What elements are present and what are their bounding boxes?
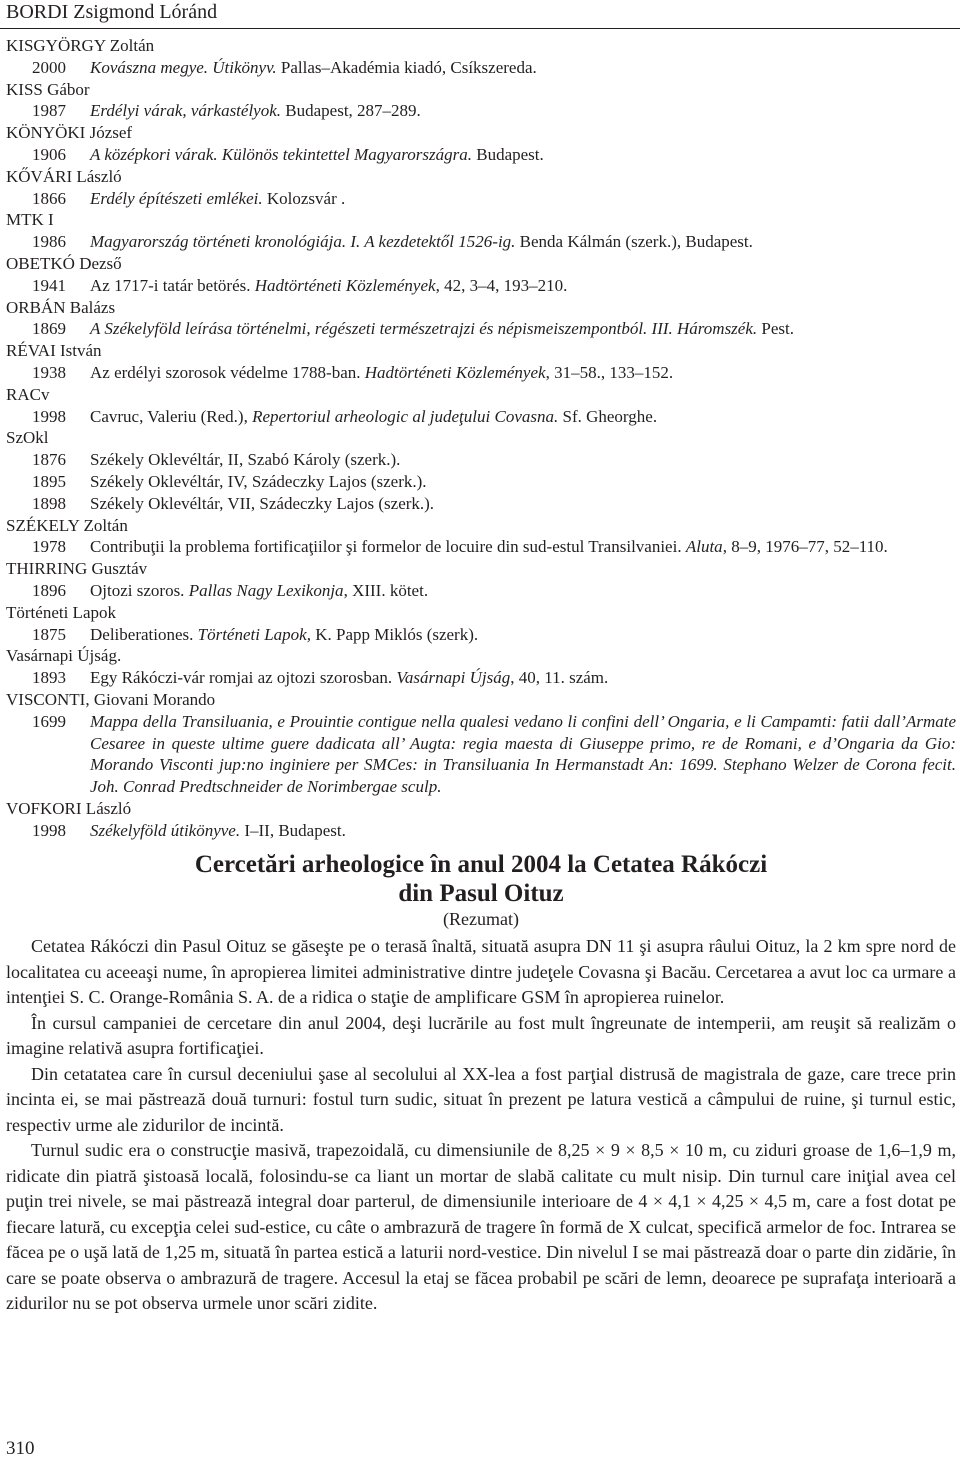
- reference-title-italic: Hadtörténeti Közlemények: [364, 362, 546, 382]
- reference-text-part: , 31–58., 133–152.: [545, 362, 674, 382]
- running-head: BORDI Zsigmond Lóránd: [6, 1, 218, 23]
- reference-text: [90, 362, 956, 384]
- reference-year: 1998: [32, 820, 66, 840]
- reference-text: [90, 318, 956, 340]
- reference-text-part: Pest.: [757, 319, 794, 339]
- reference-text-part: Benda Kálmán (szerk.), Budapest.: [515, 232, 753, 252]
- reference-text-part: , 42, 3–4, 193–210.: [435, 275, 568, 295]
- reference-title-italic: Kovászna megye. Útikönyv.: [90, 57, 277, 77]
- summary-paragraph: Cetatea Rákóczi din Pasul Oituz se găseşte pe o terasă înaltă, situată asupra DN 11 şi asupra râului Oituz, la 2 km spre nord de localitatea cu aceeaşi nume, în apropierea limitei administrative dintre judeţele Covasna şi Bacău. Cercetarea a avut loc ca urmare a intenţiei S. C. Orange-România S. A. de a ridica o staţie de amplificare GSM în apropierea ruinelor.: [6, 936, 956, 1007]
- reference-text: [90, 624, 956, 646]
- bibliography-reference: [6, 231, 956, 253]
- bibliography-reference: [6, 536, 956, 558]
- reference-text-part: Pallas–Akadémia kiadó, Csíkszereda.: [276, 57, 537, 77]
- bibliography-reference: [6, 471, 956, 493]
- reference-text-part: , 40, 11. szám.: [510, 668, 609, 688]
- reference-text-part: Székely Oklevéltár, II, Szabó Károly (szerk.).: [90, 450, 401, 470]
- bibliography-author: VOFKORI László: [6, 798, 132, 818]
- reference-year: 1986: [32, 232, 66, 252]
- bibliography-reference: [6, 449, 956, 471]
- bibliography-reference: [6, 100, 956, 122]
- bibliography-reference: [6, 624, 956, 646]
- reference-title-italic: Repertoriul arheologic al judeţului Covasna.: [252, 406, 559, 426]
- bibliography-reference: [6, 711, 956, 798]
- reference-text-part: , 8–9, 1976–77, 52–110.: [722, 537, 888, 557]
- reference-title-italic: A középkori várak. Különös tekintettel Magyarországra.: [90, 144, 472, 164]
- reference-text-part: Székely Oklevéltár, VII, Szádeczky Lajos (szerk.).: [90, 493, 435, 513]
- header-rule: [0, 28, 960, 29]
- bibliography-author: KŐVÁRI László: [6, 166, 122, 186]
- summary-body: [6, 934, 956, 1317]
- reference-text: [90, 667, 956, 689]
- reference-title-italic: Székelyföld útikönyve.: [90, 820, 241, 840]
- bibliography-reference: [6, 493, 956, 515]
- bibliography-reference: [6, 275, 956, 297]
- summary-subtitle: (Rezumat): [443, 909, 519, 929]
- bibliography-author: RACv: [6, 384, 50, 404]
- summary-section: [6, 850, 956, 1317]
- bibliography-author: SZÉKELY Zoltán: [6, 515, 128, 535]
- reference-year: 1938: [32, 362, 66, 382]
- reference-year: 2000: [32, 57, 66, 77]
- summary-paragraph: În cursul campaniei de cercetare din anul 2004, deşi lucrările au fost mult îngreunate de intemperii, am reuşit să realizăm o imagine relativă asupra fortificaţiei.: [6, 1012, 956, 1058]
- reference-text-part: Cavruc, Valeriu (Red.),: [90, 406, 253, 426]
- reference-text-part: Ojtozi szoros.: [90, 580, 189, 600]
- reference-text-part: Kolozsvár .: [262, 188, 346, 208]
- bibliography-reference: [6, 188, 956, 210]
- reference-text: [90, 57, 956, 79]
- bibliography-reference: [6, 667, 956, 689]
- bibliography-author: KISS Gábor: [6, 79, 90, 99]
- reference-title-italic: Mappa della Transiluania, e Prouintie contigue nella qualesi vedano li confini dell’ Ongaria, e li Campamti: fatii dall’Armate Cesaree in queste ultime guere dadicata all’ Augta: regia maesta di Giuseppe primo, re de Romani, e d’Ongaria da Gio: Morando Visconti jup:no inginiere per SMCes: in Transiluania In Hermanstadt An: 1699. Stephano Welzer de Corona fecit. Joh. Conrad Predtschneider de Norimbergae sculp.: [90, 711, 956, 797]
- reference-year: 1875: [32, 624, 66, 644]
- reference-year: 1998: [32, 406, 66, 426]
- reference-text-part: Székely Oklevéltár, IV, Szádeczky Lajos (szerk.).: [90, 471, 427, 491]
- bibliography-author: SzOkl: [6, 428, 49, 448]
- bibliography-author: KISGYÖRGY Zoltán: [6, 36, 155, 55]
- summary-paragraph: Din cetatatea care în cursul deceniului şase al secolului al XX-lea a fost parţial distrusă de magistrala de gaze, care trece prin incinta ei, se mai păstrează două turnuri: fostul turn sudic, situat în prezent pe latura vestică a câmpului de ruine, şi turnul estic, respectiv urme ale zidurilor de incintă.: [6, 1063, 956, 1135]
- page-number: 310: [6, 1438, 35, 1459]
- bibliography-author: MTK I: [6, 210, 54, 230]
- reference-text: [90, 536, 956, 558]
- reference-year: 1895: [32, 471, 66, 491]
- reference-title-italic: Vasárnapi Újság: [396, 668, 511, 688]
- reference-year: 1869: [32, 319, 66, 339]
- bibliography-author: KÖNYÖKI József: [6, 123, 133, 143]
- reference-title-italic: Hadtörténeti Közlemények: [254, 275, 436, 295]
- reference-text: [90, 144, 956, 166]
- bibliography-author: Történeti Lapok: [6, 602, 116, 622]
- reference-title-italic: Erdélyi várak, várkastélyok.: [90, 101, 282, 121]
- reference-text: [90, 275, 956, 297]
- bibliography-reference: [6, 318, 956, 340]
- reference-text: [90, 471, 956, 493]
- bibliography-list: [6, 35, 956, 841]
- reference-text: [90, 711, 956, 798]
- summary-title-line-2: din Pasul Oituz: [398, 880, 564, 907]
- reference-text: [90, 100, 956, 122]
- reference-text-part: Sf. Gheorghe.: [558, 406, 658, 426]
- bibliography-author: Vasárnapi Újság.: [6, 646, 122, 666]
- reference-text: [90, 580, 956, 602]
- bibliography-author: ORBÁN Balázs: [6, 297, 116, 317]
- reference-year: 1699: [32, 711, 66, 731]
- reference-text: [90, 406, 956, 428]
- reference-year: 1978: [32, 537, 66, 557]
- bibliography-reference: [6, 580, 956, 602]
- reference-year: 1866: [32, 188, 66, 208]
- reference-text-part: Egy Rákóczi-vár romjai az ojtozi szorosban.: [90, 668, 397, 688]
- reference-year: 1876: [32, 450, 66, 470]
- summary-title-line-1: Cercetări arheologice în anul 2004 la Cetatea Rákóczi: [194, 851, 768, 878]
- reference-year: 1893: [32, 668, 66, 688]
- reference-text: [90, 820, 956, 842]
- bibliography-author: VISCONTI, Giovani Morando: [6, 689, 216, 709]
- reference-text-part: Budapest.: [471, 144, 544, 164]
- reference-text-part: Contribuţii la problema fortificaţiilor şi formelor de locuire din sud-estul Transilvaniei.: [90, 537, 686, 557]
- reference-year: 1906: [32, 144, 66, 164]
- bibliography-reference: [6, 57, 956, 79]
- reference-text: [90, 188, 956, 210]
- bibliography-reference: [6, 406, 956, 428]
- reference-text-part: I–II, Budapest.: [240, 820, 346, 840]
- bibliography-reference: [6, 362, 956, 384]
- reference-text: [90, 449, 956, 471]
- bibliography-reference: [6, 820, 956, 842]
- summary-paragraph: Turnul sudic era o construcţie masivă, trapezoidală, cu dimensiunile de 8,25 × 9 × 8,5 × 10 m, cu ziduri groase de 1,6–1,9 m, ridicate din piatră şistoasă locală, folosindu-se ca liant un mortar de slabă calitate cu mult nisip. Din turnul care iniţial avea cel puţin trei nivele, se mai păstrează integral doar parterul, de dimensiunile interioare de 4 × 4,1 × 4,25 × 4,5 m, care a fost dotat pe fiecare latură, cu excepţia celei sud-estice, cu câte o ambrazură de tragere în formă de X culcat, specifică armelor de foc. Intrarea se făcea pe o uşă lată de 1,25 m, situată în partea estică a laturii nord-vestice. Din nivelul I se mai păstrează doar o parte din zidărie, în care se poate observa o ambrazură de tragere. Accesul la etaj se făcea probabil pe scări de lemn, deoarece pe suprafaţa interioară a zidurilor nu se pot observa urmele unor scări zidite.: [6, 1140, 956, 1313]
- reference-title-italic: Aluta: [685, 537, 723, 557]
- reference-title-italic: Pallas Nagy Lexikonja: [188, 580, 344, 600]
- reference-text: [90, 231, 956, 253]
- reference-year: 1987: [32, 101, 66, 121]
- reference-text-part: Deliberationes.: [90, 624, 198, 644]
- reference-text-part: Budapest, 287–289.: [281, 101, 421, 121]
- reference-title-italic: Erdély építészeti emlékei.: [90, 188, 263, 208]
- bibliography-author: RÉVAI István: [6, 341, 102, 361]
- reference-text-part: , XIII. kötet.: [343, 580, 429, 600]
- reference-text-part: K. Papp Miklós (szerk).: [310, 624, 479, 644]
- reference-year: 1898: [32, 493, 66, 513]
- reference-title-italic: A Székelyföld leírása történelmi, régészeti természetrajzi és népismeiszempontból. III. Háromszék.: [90, 319, 758, 339]
- reference-title-italic: Történeti Lapok,: [197, 624, 311, 644]
- bibliography-reference: [6, 144, 956, 166]
- reference-text-part: Az 1717-i tatár betörés.: [90, 275, 255, 295]
- reference-text: [90, 493, 956, 515]
- reference-title-italic: Magyarország történeti kronológiája. I. A kezdetektől 1526-ig.: [90, 232, 516, 252]
- bibliography-author: OBETKÓ Dezső: [6, 253, 122, 273]
- bibliography-author: THIRRING Gusztáv: [6, 559, 148, 579]
- reference-text-part: Az erdélyi szorosok védelme 1788-ban.: [90, 362, 365, 382]
- reference-year: 1896: [32, 580, 66, 600]
- reference-year: 1941: [32, 275, 66, 295]
